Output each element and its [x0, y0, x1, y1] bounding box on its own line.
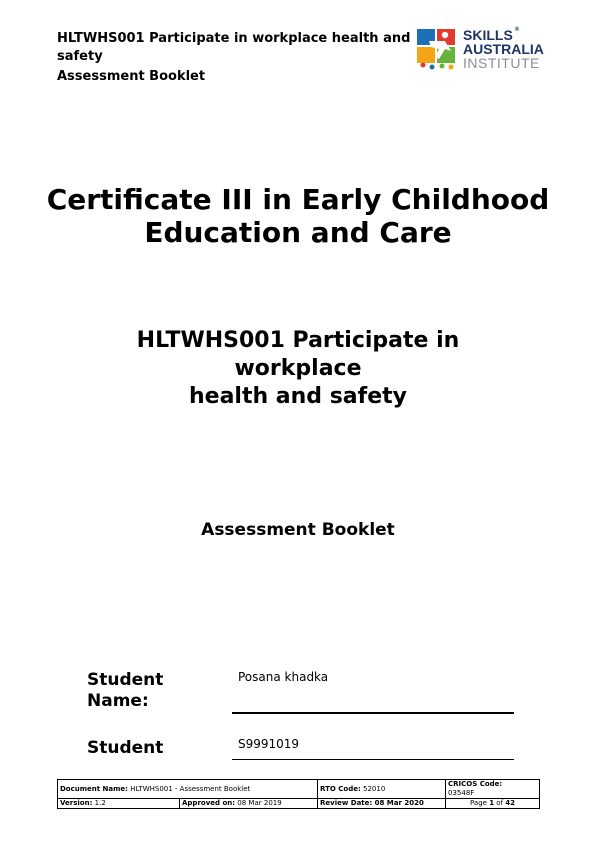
- page-number: 1: [489, 799, 495, 807]
- cricos-value: 03548F: [448, 789, 475, 797]
- review-date: Review Date: 08 Mar 2020: [320, 799, 424, 807]
- student-id-underline: [232, 759, 514, 760]
- rto-label: RTO Code:: [320, 784, 361, 793]
- student-id-label: Student: [87, 738, 164, 758]
- unit-title-line3: health and safety: [188, 384, 407, 409]
- header-title: HLTWHS001 Participate in workplace health and safety: [57, 31, 411, 64]
- logo-skills: SKILLS: [463, 27, 513, 43]
- student-name-label: Student Name:: [87, 670, 164, 711]
- skills-australia-logo: [415, 27, 550, 72]
- header-subtitle: Assessment Booklet: [57, 69, 206, 84]
- unit-title-line2: workplace: [234, 356, 362, 381]
- approved-cell: [180, 799, 318, 809]
- student-id-field[interactable]: S9991019: [238, 737, 300, 751]
- page-total: 42: [505, 799, 516, 807]
- doc-name-label: Document Name:: [60, 784, 128, 793]
- page-of: of: [496, 799, 504, 807]
- cricos-label: CRICOS Code:: [448, 780, 503, 788]
- rto-cell: [318, 780, 446, 799]
- version-cell: [58, 799, 180, 809]
- page-cell: [446, 799, 540, 809]
- logo-figures-icon: [415, 27, 461, 72]
- unit-title: [100, 327, 496, 411]
- doc-name-cell: [58, 780, 318, 799]
- version-value: 1.2: [94, 799, 106, 807]
- document-footer-table: [57, 779, 540, 809]
- student-name-field[interactable]: Posana khadka: [238, 670, 329, 684]
- review-cell: [318, 799, 446, 809]
- logo-registered-mark: ®: [514, 27, 520, 33]
- logo-institute: INSTITUTE: [463, 55, 540, 71]
- student-name-underline: [232, 712, 514, 714]
- unit-title-line1: HLTWHS001 Participate in: [136, 328, 460, 353]
- certificate-title: Certificate III in Early Childhood Education and Care: [46, 183, 550, 249]
- rto-value: 52010: [363, 784, 386, 793]
- doc-name-value: HLTWHS001 - Assessment Booklet: [130, 784, 251, 793]
- logo-australia: AUSTRALIA: [463, 41, 544, 57]
- approved-label: Approved on:: [182, 799, 236, 807]
- booklet-heading: Assessment Booklet: [201, 520, 395, 540]
- approved-value: 08 Mar 2019: [237, 799, 282, 807]
- page-word: Page: [470, 799, 487, 807]
- cricos-cell: [446, 780, 540, 799]
- version-label: Version:: [60, 799, 93, 807]
